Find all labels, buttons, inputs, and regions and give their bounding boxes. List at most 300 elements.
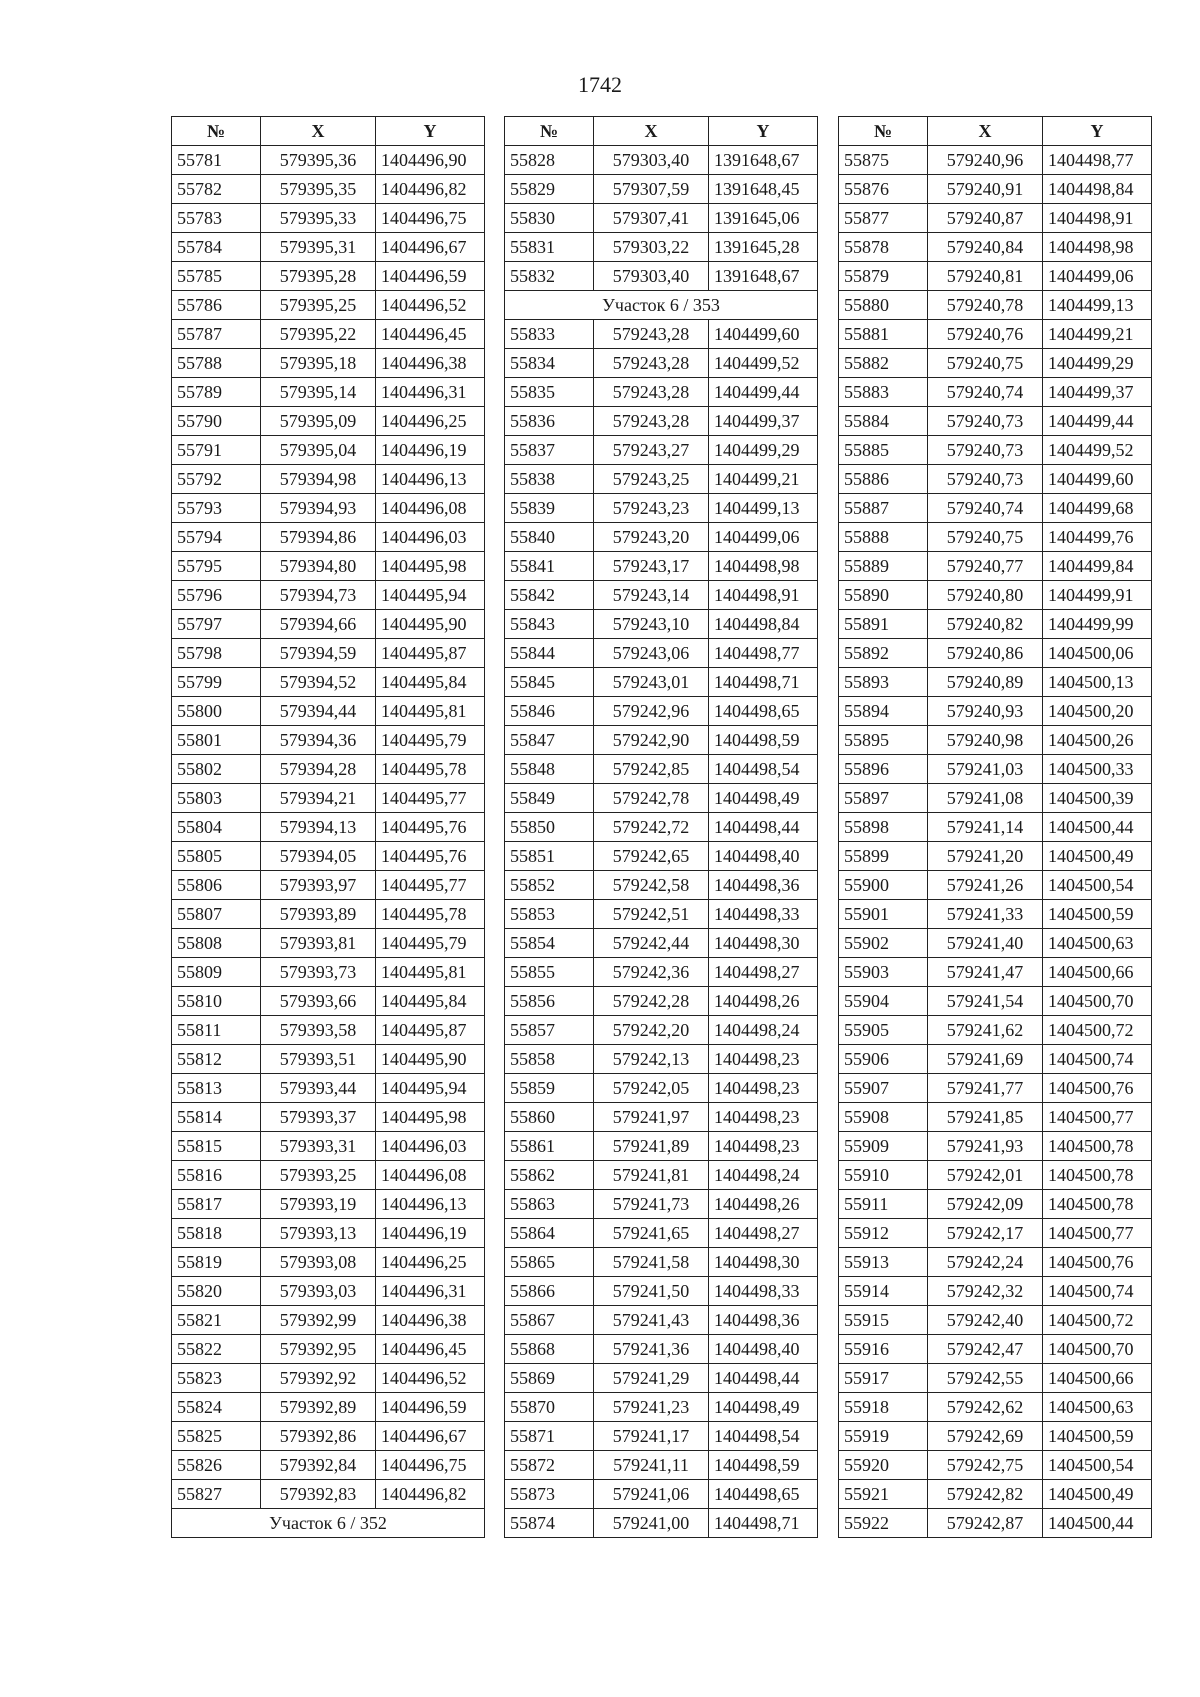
x-coordinate-cell: 579240,96	[928, 146, 1043, 175]
x-coordinate-cell: 579395,31	[261, 233, 376, 262]
point-number-cell: 55814	[172, 1103, 261, 1132]
section-row	[172, 1509, 485, 1538]
point-number-cell: 55918	[839, 1393, 928, 1422]
point-number-cell: 55815	[172, 1132, 261, 1161]
x-coordinate-cell: 579307,41	[594, 204, 709, 233]
table-row	[172, 262, 485, 291]
x-coordinate-cell: 579242,51	[594, 900, 709, 929]
table-row	[172, 610, 485, 639]
x-coordinate-cell: 579243,28	[594, 349, 709, 378]
y-coordinate-cell: 1404496,59	[376, 1393, 485, 1422]
table-row	[839, 755, 1152, 784]
point-number-cell: 55848	[505, 755, 594, 784]
x-coordinate-cell: 579241,17	[594, 1422, 709, 1451]
x-coordinate-cell: 579241,85	[928, 1103, 1043, 1132]
table-row	[505, 1509, 818, 1538]
x-coordinate-cell: 579393,19	[261, 1190, 376, 1219]
y-coordinate-cell: 1404495,90	[376, 610, 485, 639]
y-coordinate-cell: 1404499,37	[709, 407, 818, 436]
table-row	[172, 1393, 485, 1422]
point-number-cell: 55904	[839, 987, 928, 1016]
y-coordinate-cell: 1404498,71	[709, 1509, 818, 1538]
point-number-cell: 55788	[172, 349, 261, 378]
y-coordinate-cell: 1404500,59	[1043, 1422, 1152, 1451]
y-coordinate-cell: 1404495,79	[376, 726, 485, 755]
x-coordinate-cell: 579242,44	[594, 929, 709, 958]
point-number-cell: 55838	[505, 465, 594, 494]
table-row	[172, 929, 485, 958]
point-number-cell: 55816	[172, 1161, 261, 1190]
point-number-cell: 55791	[172, 436, 261, 465]
y-coordinate-cell: 1404498,54	[709, 1422, 818, 1451]
table-row	[172, 175, 485, 204]
table-row	[839, 1277, 1152, 1306]
point-number-cell: 55840	[505, 523, 594, 552]
header-x: X	[928, 117, 1043, 146]
table-row	[839, 233, 1152, 262]
point-number-cell: 55793	[172, 494, 261, 523]
y-coordinate-cell: 1404498,36	[709, 1306, 818, 1335]
point-number-cell: 55896	[839, 755, 928, 784]
y-coordinate-cell: 1404495,77	[376, 871, 485, 900]
section-label: Участок 6 / 353	[505, 291, 818, 320]
x-coordinate-cell: 579243,28	[594, 320, 709, 349]
table-row	[172, 1161, 485, 1190]
x-coordinate-cell: 579241,23	[594, 1393, 709, 1422]
y-coordinate-cell: 1404500,39	[1043, 784, 1152, 813]
point-number-cell: 55907	[839, 1074, 928, 1103]
table-row	[172, 958, 485, 987]
x-coordinate-cell: 579243,23	[594, 494, 709, 523]
x-coordinate-cell: 579241,11	[594, 1451, 709, 1480]
point-number-cell: 55913	[839, 1248, 928, 1277]
point-number-cell: 55850	[505, 813, 594, 842]
x-coordinate-cell: 579392,99	[261, 1306, 376, 1335]
y-coordinate-cell: 1404499,06	[709, 523, 818, 552]
y-coordinate-cell: 1404499,29	[709, 436, 818, 465]
x-coordinate-cell: 579243,20	[594, 523, 709, 552]
table-row	[839, 1045, 1152, 1074]
x-coordinate-cell: 579241,06	[594, 1480, 709, 1509]
x-coordinate-cell: 579242,72	[594, 813, 709, 842]
point-number-cell: 55802	[172, 755, 261, 784]
table-row	[505, 581, 818, 610]
table-row	[839, 1248, 1152, 1277]
x-coordinate-cell: 579392,86	[261, 1422, 376, 1451]
table-row	[505, 465, 818, 494]
x-coordinate-cell: 579241,03	[928, 755, 1043, 784]
y-coordinate-cell: 1404498,23	[709, 1045, 818, 1074]
x-coordinate-cell: 579243,28	[594, 378, 709, 407]
x-coordinate-cell: 579303,40	[594, 146, 709, 175]
y-coordinate-cell: 1404498,23	[709, 1074, 818, 1103]
y-coordinate-cell: 1404499,29	[1043, 349, 1152, 378]
table-row	[839, 1219, 1152, 1248]
y-coordinate-cell: 1404495,76	[376, 842, 485, 871]
point-number-cell: 55825	[172, 1422, 261, 1451]
x-coordinate-cell: 579393,25	[261, 1161, 376, 1190]
x-coordinate-cell: 579393,51	[261, 1045, 376, 1074]
table-row	[839, 465, 1152, 494]
header-y: Y	[376, 117, 485, 146]
y-coordinate-cell: 1404495,90	[376, 1045, 485, 1074]
point-number-cell: 55884	[839, 407, 928, 436]
x-coordinate-cell: 579242,20	[594, 1016, 709, 1045]
y-coordinate-cell: 1404498,84	[709, 610, 818, 639]
y-coordinate-cell: 1404496,45	[376, 1335, 485, 1364]
point-number-cell: 55820	[172, 1277, 261, 1306]
table-row	[172, 1364, 485, 1393]
point-number-cell: 55888	[839, 523, 928, 552]
y-coordinate-cell: 1404498,65	[709, 697, 818, 726]
point-number-cell: 55885	[839, 436, 928, 465]
point-number-cell: 55919	[839, 1422, 928, 1451]
y-coordinate-cell: 1404495,94	[376, 581, 485, 610]
x-coordinate-cell: 579393,37	[261, 1103, 376, 1132]
y-coordinate-cell: 1404500,49	[1043, 842, 1152, 871]
x-coordinate-cell: 579243,27	[594, 436, 709, 465]
point-number-cell: 55806	[172, 871, 261, 900]
x-coordinate-cell: 579242,05	[594, 1074, 709, 1103]
point-number-cell: 55882	[839, 349, 928, 378]
x-coordinate-cell: 579393,58	[261, 1016, 376, 1045]
table-row	[172, 146, 485, 175]
point-number-cell: 55911	[839, 1190, 928, 1219]
table-row	[172, 1016, 485, 1045]
point-number-cell: 55823	[172, 1364, 261, 1393]
point-number-cell: 55864	[505, 1219, 594, 1248]
point-number-cell: 55845	[505, 668, 594, 697]
table-row	[505, 668, 818, 697]
x-coordinate-cell: 579394,21	[261, 784, 376, 813]
point-number-cell: 55906	[839, 1045, 928, 1074]
table-row	[839, 1451, 1152, 1480]
x-coordinate-cell: 579393,31	[261, 1132, 376, 1161]
x-coordinate-cell: 579241,43	[594, 1306, 709, 1335]
point-number-cell: 55795	[172, 552, 261, 581]
point-number-cell: 55909	[839, 1132, 928, 1161]
x-coordinate-cell: 579240,82	[928, 610, 1043, 639]
table-row	[505, 1219, 818, 1248]
y-coordinate-cell: 1404495,84	[376, 668, 485, 697]
x-coordinate-cell: 579240,77	[928, 552, 1043, 581]
point-number-cell: 55787	[172, 320, 261, 349]
table-row	[839, 929, 1152, 958]
point-number-cell: 55808	[172, 929, 261, 958]
table-row	[172, 639, 485, 668]
x-coordinate-cell: 579243,25	[594, 465, 709, 494]
x-coordinate-cell: 579303,22	[594, 233, 709, 262]
x-coordinate-cell: 579392,89	[261, 1393, 376, 1422]
y-coordinate-cell: 1404496,19	[376, 1219, 485, 1248]
table-row	[172, 1306, 485, 1335]
x-coordinate-cell: 579395,09	[261, 407, 376, 436]
y-coordinate-cell: 1404495,98	[376, 1103, 485, 1132]
x-coordinate-cell: 579394,93	[261, 494, 376, 523]
table-row	[172, 204, 485, 233]
point-number-cell: 55866	[505, 1277, 594, 1306]
y-coordinate-cell: 1404500,74	[1043, 1045, 1152, 1074]
table-row	[172, 552, 485, 581]
table-row	[172, 465, 485, 494]
y-coordinate-cell: 1404500,72	[1043, 1306, 1152, 1335]
table-row	[839, 842, 1152, 871]
point-number-cell: 55889	[839, 552, 928, 581]
point-number-cell: 55859	[505, 1074, 594, 1103]
y-coordinate-cell: 1404499,99	[1043, 610, 1152, 639]
table-row	[505, 813, 818, 842]
table-row	[839, 175, 1152, 204]
x-coordinate-cell: 579241,47	[928, 958, 1043, 987]
point-number-cell: 55857	[505, 1016, 594, 1045]
header-x: X	[594, 117, 709, 146]
point-number-cell: 55801	[172, 726, 261, 755]
table-row	[505, 784, 818, 813]
y-coordinate-cell: 1404495,87	[376, 1016, 485, 1045]
point-number-cell: 55894	[839, 697, 928, 726]
point-number-cell: 55898	[839, 813, 928, 842]
y-coordinate-cell: 1404498,91	[1043, 204, 1152, 233]
x-coordinate-cell: 579240,75	[928, 349, 1043, 378]
table-row	[505, 1190, 818, 1219]
x-coordinate-cell: 579392,95	[261, 1335, 376, 1364]
y-coordinate-cell: 1404495,98	[376, 552, 485, 581]
y-coordinate-cell: 1404500,77	[1043, 1219, 1152, 1248]
point-number-cell: 55874	[505, 1509, 594, 1538]
y-coordinate-cell: 1404496,82	[376, 175, 485, 204]
table-row	[505, 1422, 818, 1451]
y-coordinate-cell: 1404495,78	[376, 900, 485, 929]
y-coordinate-cell: 1404496,03	[376, 1132, 485, 1161]
y-coordinate-cell: 1404500,13	[1043, 668, 1152, 697]
point-number-cell: 55871	[505, 1422, 594, 1451]
y-coordinate-cell: 1404496,08	[376, 1161, 485, 1190]
table-row	[839, 436, 1152, 465]
y-coordinate-cell: 1404498,23	[709, 1132, 818, 1161]
y-coordinate-cell: 1404496,75	[376, 1451, 485, 1480]
y-coordinate-cell: 1404496,38	[376, 349, 485, 378]
x-coordinate-cell: 579240,84	[928, 233, 1043, 262]
table-row	[505, 755, 818, 784]
point-number-cell: 55833	[505, 320, 594, 349]
y-coordinate-cell: 1404498,54	[709, 755, 818, 784]
table-row	[839, 900, 1152, 929]
y-coordinate-cell: 1404498,30	[709, 929, 818, 958]
point-number-cell: 55876	[839, 175, 928, 204]
x-coordinate-cell: 579242,62	[928, 1393, 1043, 1422]
table-row	[505, 1277, 818, 1306]
section-label: Участок 6 / 352	[172, 1509, 485, 1538]
point-number-cell: 55799	[172, 668, 261, 697]
y-coordinate-cell: 1404496,19	[376, 436, 485, 465]
x-coordinate-cell: 579242,01	[928, 1161, 1043, 1190]
x-coordinate-cell: 579392,84	[261, 1451, 376, 1480]
x-coordinate-cell: 579242,28	[594, 987, 709, 1016]
point-number-cell: 55813	[172, 1074, 261, 1103]
point-number-cell: 55852	[505, 871, 594, 900]
table-row	[172, 1248, 485, 1277]
x-coordinate-cell: 579241,73	[594, 1190, 709, 1219]
x-coordinate-cell: 579240,86	[928, 639, 1043, 668]
y-coordinate-cell: 1404498,91	[709, 581, 818, 610]
point-number-cell: 55890	[839, 581, 928, 610]
x-coordinate-cell: 579242,32	[928, 1277, 1043, 1306]
table-row	[172, 1219, 485, 1248]
y-coordinate-cell: 1404500,54	[1043, 871, 1152, 900]
table-row	[505, 1480, 818, 1509]
y-coordinate-cell: 1404499,44	[1043, 407, 1152, 436]
point-number-cell: 55863	[505, 1190, 594, 1219]
header-number: №	[172, 117, 261, 146]
y-coordinate-cell: 1404498,71	[709, 668, 818, 697]
point-number-cell: 55803	[172, 784, 261, 813]
table-row	[839, 1393, 1152, 1422]
point-number-cell: 55796	[172, 581, 261, 610]
table-row	[505, 639, 818, 668]
x-coordinate-cell: 579241,29	[594, 1364, 709, 1393]
x-coordinate-cell: 579241,00	[594, 1509, 709, 1538]
x-coordinate-cell: 579242,65	[594, 842, 709, 871]
section-row	[505, 291, 818, 320]
point-number-cell: 55858	[505, 1045, 594, 1074]
x-coordinate-cell: 579394,44	[261, 697, 376, 726]
point-number-cell: 55875	[839, 146, 928, 175]
table-header-row	[505, 117, 818, 146]
y-coordinate-cell: 1404498,65	[709, 1480, 818, 1509]
table-row	[172, 842, 485, 871]
table-row	[172, 523, 485, 552]
x-coordinate-cell: 579240,87	[928, 204, 1043, 233]
y-coordinate-cell: 1404495,87	[376, 639, 485, 668]
x-coordinate-cell: 579392,83	[261, 1480, 376, 1509]
y-coordinate-cell: 1404498,24	[709, 1016, 818, 1045]
point-number-cell: 55880	[839, 291, 928, 320]
table-row	[172, 1480, 485, 1509]
x-coordinate-cell: 579240,73	[928, 407, 1043, 436]
point-number-cell: 55831	[505, 233, 594, 262]
table-row	[839, 1074, 1152, 1103]
table-row	[172, 581, 485, 610]
point-number-cell: 55839	[505, 494, 594, 523]
point-number-cell: 55892	[839, 639, 928, 668]
table-row	[839, 494, 1152, 523]
y-coordinate-cell: 1404500,70	[1043, 1335, 1152, 1364]
x-coordinate-cell: 579242,75	[928, 1451, 1043, 1480]
header-y: Y	[709, 117, 818, 146]
table-header-row	[839, 117, 1152, 146]
x-coordinate-cell: 579394,52	[261, 668, 376, 697]
x-coordinate-cell: 579240,74	[928, 378, 1043, 407]
y-coordinate-cell: 1404499,44	[709, 378, 818, 407]
y-coordinate-cell: 1404500,76	[1043, 1248, 1152, 1277]
point-number-cell: 55910	[839, 1161, 928, 1190]
y-coordinate-cell: 1404500,76	[1043, 1074, 1152, 1103]
table-row	[505, 1016, 818, 1045]
x-coordinate-cell: 579242,13	[594, 1045, 709, 1074]
point-number-cell: 55789	[172, 378, 261, 407]
y-coordinate-cell: 1404496,08	[376, 494, 485, 523]
point-number-cell: 55881	[839, 320, 928, 349]
x-coordinate-cell: 579242,58	[594, 871, 709, 900]
y-coordinate-cell: 1404499,06	[1043, 262, 1152, 291]
x-coordinate-cell: 579240,91	[928, 175, 1043, 204]
table-row	[839, 1480, 1152, 1509]
x-coordinate-cell: 579240,89	[928, 668, 1043, 697]
coordinates-table-2	[504, 116, 818, 1538]
point-number-cell: 55914	[839, 1277, 928, 1306]
x-coordinate-cell: 579242,85	[594, 755, 709, 784]
table-row	[505, 494, 818, 523]
point-number-cell: 55837	[505, 436, 594, 465]
y-coordinate-cell: 1404498,77	[1043, 146, 1152, 175]
y-coordinate-cell: 1404498,23	[709, 1103, 818, 1132]
y-coordinate-cell: 1404500,20	[1043, 697, 1152, 726]
table-row	[839, 1422, 1152, 1451]
table-row	[505, 1306, 818, 1335]
table-row	[839, 407, 1152, 436]
x-coordinate-cell: 579243,17	[594, 552, 709, 581]
point-number-cell: 55781	[172, 146, 261, 175]
point-number-cell: 55902	[839, 929, 928, 958]
point-number-cell: 55798	[172, 639, 261, 668]
table-row	[505, 378, 818, 407]
table-row	[505, 436, 818, 465]
y-coordinate-cell: 1404500,72	[1043, 1016, 1152, 1045]
table-row	[172, 1277, 485, 1306]
point-number-cell: 55870	[505, 1393, 594, 1422]
x-coordinate-cell: 579243,06	[594, 639, 709, 668]
y-coordinate-cell: 1404498,26	[709, 1190, 818, 1219]
x-coordinate-cell: 579240,81	[928, 262, 1043, 291]
table-row	[172, 233, 485, 262]
y-coordinate-cell: 1404498,84	[1043, 175, 1152, 204]
x-coordinate-cell: 579240,73	[928, 465, 1043, 494]
table-row	[172, 1103, 485, 1132]
y-coordinate-cell: 1404496,52	[376, 291, 485, 320]
table-row	[172, 668, 485, 697]
y-coordinate-cell: 1404500,78	[1043, 1132, 1152, 1161]
point-number-cell: 55854	[505, 929, 594, 958]
point-number-cell: 55868	[505, 1335, 594, 1364]
y-coordinate-cell: 1404500,26	[1043, 726, 1152, 755]
table-row	[505, 697, 818, 726]
table-row	[172, 697, 485, 726]
x-coordinate-cell: 579243,01	[594, 668, 709, 697]
table-row	[839, 262, 1152, 291]
x-coordinate-cell: 579240,78	[928, 291, 1043, 320]
x-coordinate-cell: 579394,80	[261, 552, 376, 581]
table-row	[839, 726, 1152, 755]
y-coordinate-cell: 1404496,31	[376, 378, 485, 407]
point-number-cell: 55790	[172, 407, 261, 436]
table-row	[172, 755, 485, 784]
y-coordinate-cell: 1404498,77	[709, 639, 818, 668]
table-row	[172, 1335, 485, 1364]
table-header-row	[172, 117, 485, 146]
y-coordinate-cell: 1404496,03	[376, 523, 485, 552]
x-coordinate-cell: 579394,28	[261, 755, 376, 784]
table-row	[172, 1045, 485, 1074]
point-number-cell: 55809	[172, 958, 261, 987]
header-number: №	[839, 117, 928, 146]
table-row	[839, 813, 1152, 842]
x-coordinate-cell: 579241,14	[928, 813, 1043, 842]
y-coordinate-cell: 1404496,38	[376, 1306, 485, 1335]
x-coordinate-cell: 579242,24	[928, 1248, 1043, 1277]
point-number-cell: 55843	[505, 610, 594, 639]
x-coordinate-cell: 579393,81	[261, 929, 376, 958]
x-coordinate-cell: 579241,81	[594, 1161, 709, 1190]
